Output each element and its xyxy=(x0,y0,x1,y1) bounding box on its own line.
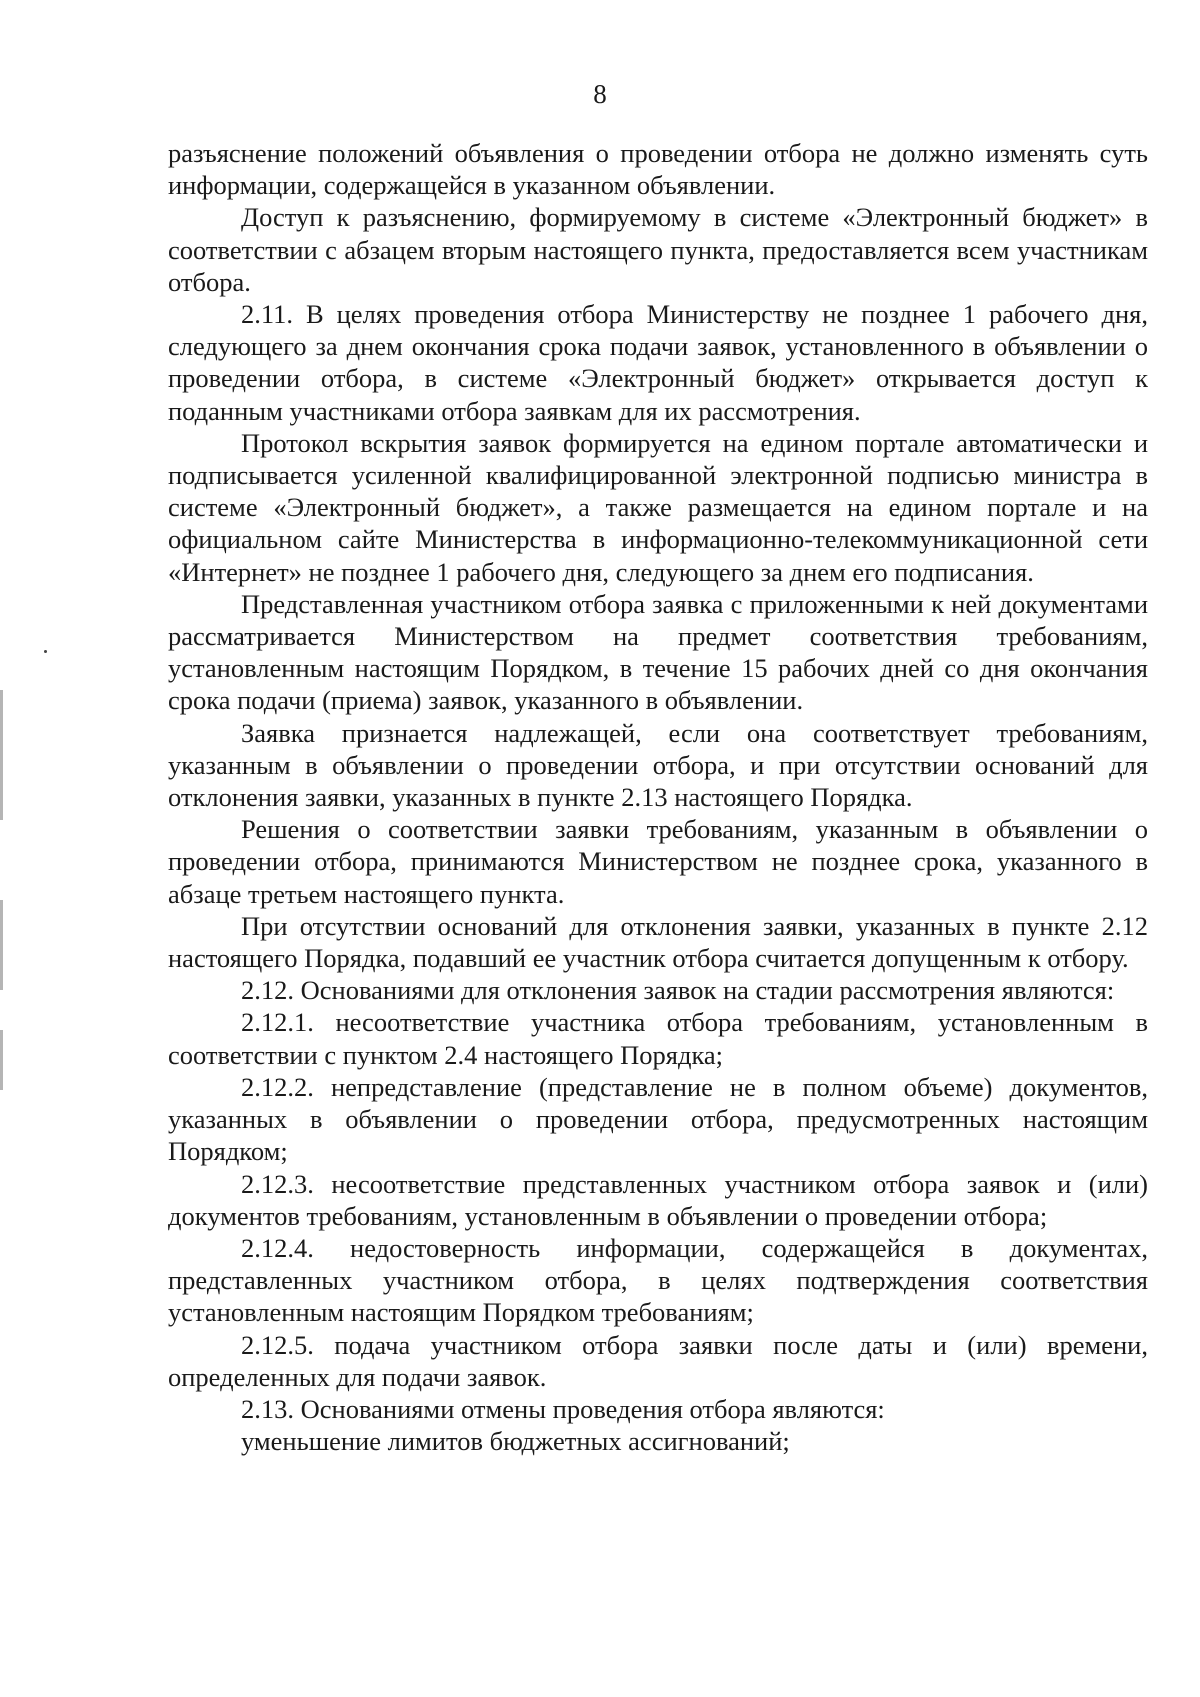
paragraph-application-review: Представленная участником отбора заявка с приложенными к ней документами рассматривается Министерством на предмет соответствия требованиям, установленным настоящим Порядком, в течение 15 рабочих дней со дня окончания срока подачи (приема) заявок, указанного в объявлении. xyxy=(168,588,1148,716)
paragraph-2-12-4: 2.12.4. недостоверность информации, содержащейся в документах, представленных участником отбора, в целях подтверждения соответствия установленным настоящим Порядком требованиям; xyxy=(168,1232,1148,1328)
document-body xyxy=(168,137,1148,1457)
page-number: 8 xyxy=(593,79,607,109)
paragraph-compliance-decision: Решения о соответствии заявки требованиям, указанным в объявлении о проведении отбора, принимаются Министерством не позднее срока, указанного в абзаце третьем настоящего пункта. xyxy=(168,814,1148,909)
paragraph-2-12-3: 2.12.3. несоответствие представленных участником отбора заявок и (или) документов требованиям, установленным в объявлении о проведении отбора; xyxy=(168,1168,1148,1231)
paragraph-admission: При отсутствии оснований для отклонения заявки, указанных в пункте 2.12 настоящего Порядка, подавший ее участник отбора считается допущенным к отбору. xyxy=(168,910,1148,974)
scan-edge-mark xyxy=(0,1030,3,1090)
paragraph-application-proper: Заявка признается надлежащей, если она соответствует требованиям, указанным в объявлении о проведении отбора, и при отсутствии оснований для отклонения заявки, указанных в пункте 2.13 настоящего Порядка. xyxy=(168,717,1148,813)
scan-speck xyxy=(44,650,47,653)
paragraph-clarification-access: Доступ к разъяснению, формируемому в системе «Электронный бюджет» в соответствии с абзацем вторым настоящего пункта, предоставляется всем участникам отбора. xyxy=(168,202,1148,297)
scan-edge-mark xyxy=(0,900,3,990)
paragraph-opening-protocol: Протокол вскрытия заявок формируется на едином портале автоматически и подписывается усиленной квалифицированной электронной подписью министра в системе «Электронный бюджет», а также размещается на едином портале и на официальном сайте Министерства в информационно-телекоммуникационной сети «Интернет» не позднее 1 рабочего дня, следующего за днем его подписания. xyxy=(168,427,1148,587)
paragraph-2-12-5: 2.12.5. подача участником отбора заявки после даты и (или) времени, определенных для подачи заявок. xyxy=(168,1329,1148,1392)
paragraph-budget-reduction: уменьшение лимитов бюджетных ассигнований; xyxy=(241,1426,790,1457)
paragraph-2-11: 2.11. В целях проведения отбора Министерству не позднее 1 рабочего дня, следующего за днем окончания срока подачи заявок, установленного в объявлении о проведении отбора, в системе «Электронный бюджет» открывается доступ к поданным участниками отбора заявкам для их рассмотрения. xyxy=(168,299,1148,426)
paragraph-2-12-1: 2.12.1. несоответствие участника отбора требованиям, установленным в соответствии с пунктом 2.4 настоящего Порядка; xyxy=(168,1007,1148,1070)
scan-edge-mark xyxy=(0,690,3,820)
paragraph-clarification-continued: разъяснение положений объявления о проведении отбора не должно изменять суть информации, содержащейся в указанном объявлении. xyxy=(168,138,1148,201)
paragraph-2-12: 2.12. Основаниями для отклонения заявок на стадии рассмотрения являются: xyxy=(241,975,1115,1006)
paragraph-2-12-2: 2.12.2. непредставление (представление не в полном объеме) документов, указанных в объявлении о проведении отбора, предусмотренных настоящим Порядком; xyxy=(168,1071,1148,1167)
paragraph-2-13: 2.13. Основаниями отмены проведения отбора являются: xyxy=(241,1393,885,1424)
